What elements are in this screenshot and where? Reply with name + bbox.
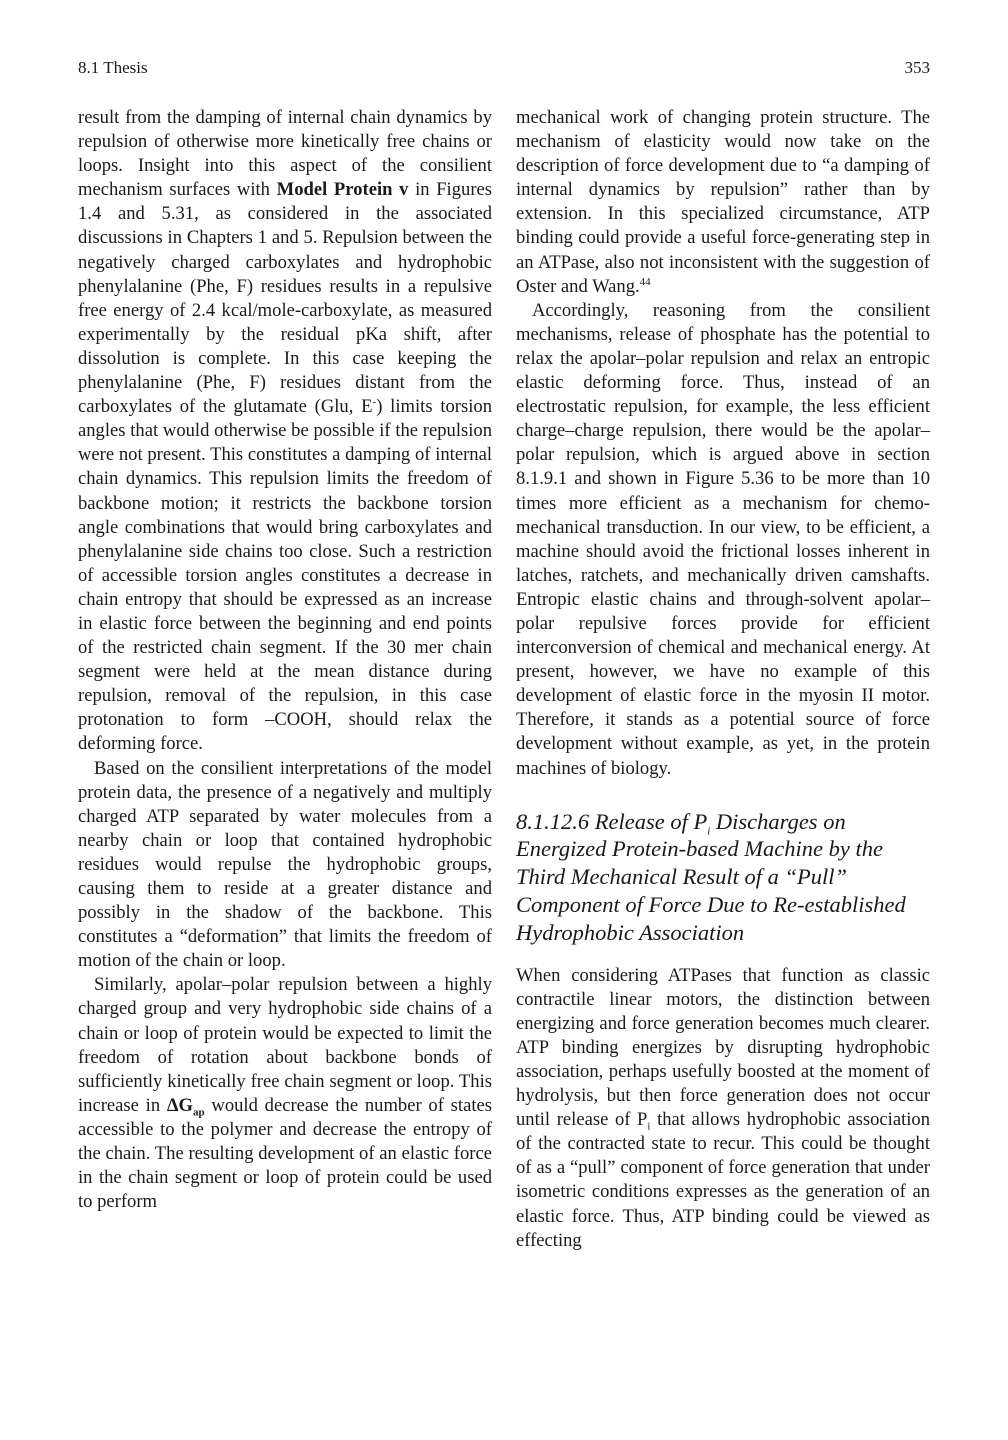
running-header — [78, 58, 930, 84]
page-number: 353 — [904, 58, 930, 77]
left-column — [78, 106, 492, 1214]
model-protein-label: Model Protein v — [276, 179, 409, 201]
section-title: 8.1 Thesis — [78, 58, 148, 77]
delta-g-symbol: $\Delta G_{ap}$ — [166, 1094, 205, 1119]
paragraph: mechanical work of changing protein structure. The mechanism of elasticity would now take on the description of force development due to “a damping of internal dynamics by repulsion” rather than by extension. In this specialized circumstance, ATP binding could provide a useful force-generating step in an ATPase, also not inconsistent with the suggestion of Oster and Wang.$^{44}$ — [516, 107, 930, 297]
section-heading: 8.1.12.6 Release of $P_i$ Discharges on Energized Protein-based Machine by the Third Mechanical Result of a “Pull” Component of Force Due to Re-established Hydrophobic Association — [516, 808, 906, 945]
paragraph: When considering ATPases that function as classic contractile linear motors, the distinction between energizing and force generation becomes much clearer. ATP binding energizes by disrupting hydrophobic association, perhaps usefully boosted at the moment of hydrolysis, but then force generation does not occur until release of $P_i$ that allows hydrophobic association of the contracted state to recur. This could be thought of as a “pull” component of force generation that under isometric conditions expresses as the generation of an elastic force. Thus, ATP binding could be viewed as effecting — [516, 964, 930, 1251]
paragraph: Accordingly, reasoning from the consilient mechanisms, release of phosphate has the potential to relax the apolar–polar repulsion and relax an entropic elastic deforming force. Thus, instead of an electrostatic repulsion, for example, the less efficient charge–charge repulsion, there would be the apolar–polar repulsion, which is argued above in section 8.1.9.1 and shown in Figure 5.36 to be more than 10 times more efficient as a mechanism for chemo-mechanical transduction. In our view, to be efficient, a machine should avoid the frictional losses inherent in latches, ratchets, and mechanically driven camshafts. Entropic elastic chains and through-solvent apolar–polar repulsive forces provide for efficient interconversion of chemical and mechanical energy. At present, however, we have no example of this development of elastic force in the myosin II motor. Therefore, it stands as a potential source of force development without example, as yet, in the protein machines of biology. — [516, 299, 930, 779]
right-column — [516, 106, 930, 1253]
paragraph: Based on the consilient interpretations of the model protein data, the presence of a negatively and multiply charged ATP separated by water molecules from a nearby chain or loop that contained hydrophobic residues would repulse the hydrophobic groups, causing them to reside at a greater distance and possibly in the shadow of the backbone. This constitutes a “deformation” that limits the freedom of motion of the chain or loop. — [78, 757, 492, 972]
citation: 44 — [639, 275, 651, 288]
paragraph: result from the damping of internal chain dynamics by repulsion of otherwise more kinetically free chains or loops. Insight into this aspect of the consilient mechanism surfaces with Model Protein v in Figures 1.4 and 5.31, as considered in the associated discussions in Chapters 1 and 5. Repulsion between the negatively charged carboxylates and hydrophobic phenylalanine (Phe, F) residues results in a repulsive free energy of 2.4 kcal/mole-carboxylate, as measured experimentally by the residual pKa shift, after dissolution is complete. In this case keeping the phenylalanine (Phe, F) residues distant from the carboxylates of the glutamate (Glu, E-) limits torsion angles that would otherwise be possible if the repulsion were not present. This constitutes a damping of internal chain dynamics. This repulsion limits the freedom of backbone motion; it restricts the backbone torsion angle combinations that would bring carboxylates and phenylalanine side chains too close. Such a restriction of accessible torsion angles constitutes a decrease in chain entropy that should be expressed as an increase in elastic force between the beginning and end points of the restricted chain segment. If the 30 mer chain segment were held at the mean distance during repulsion, removal of the repulsion, in this case protonation to form –COOH, should relax the deforming force. — [78, 107, 492, 755]
paragraph: Similarly, apolar–polar repulsion between a highly charged group and very hydrophobic side chains of a chain or loop of protein would be expected to limit the freedom of rotation about backbone bonds of sufficiently kinetically free chain segment or loop. This increase in $\Delta G_{ap}$ would decrease the number of states accessible to the polymer and decrease the entropy of the chain. The resulting development of an elastic force in the chain segment or loop of protein could be used to perform — [78, 974, 492, 1213]
